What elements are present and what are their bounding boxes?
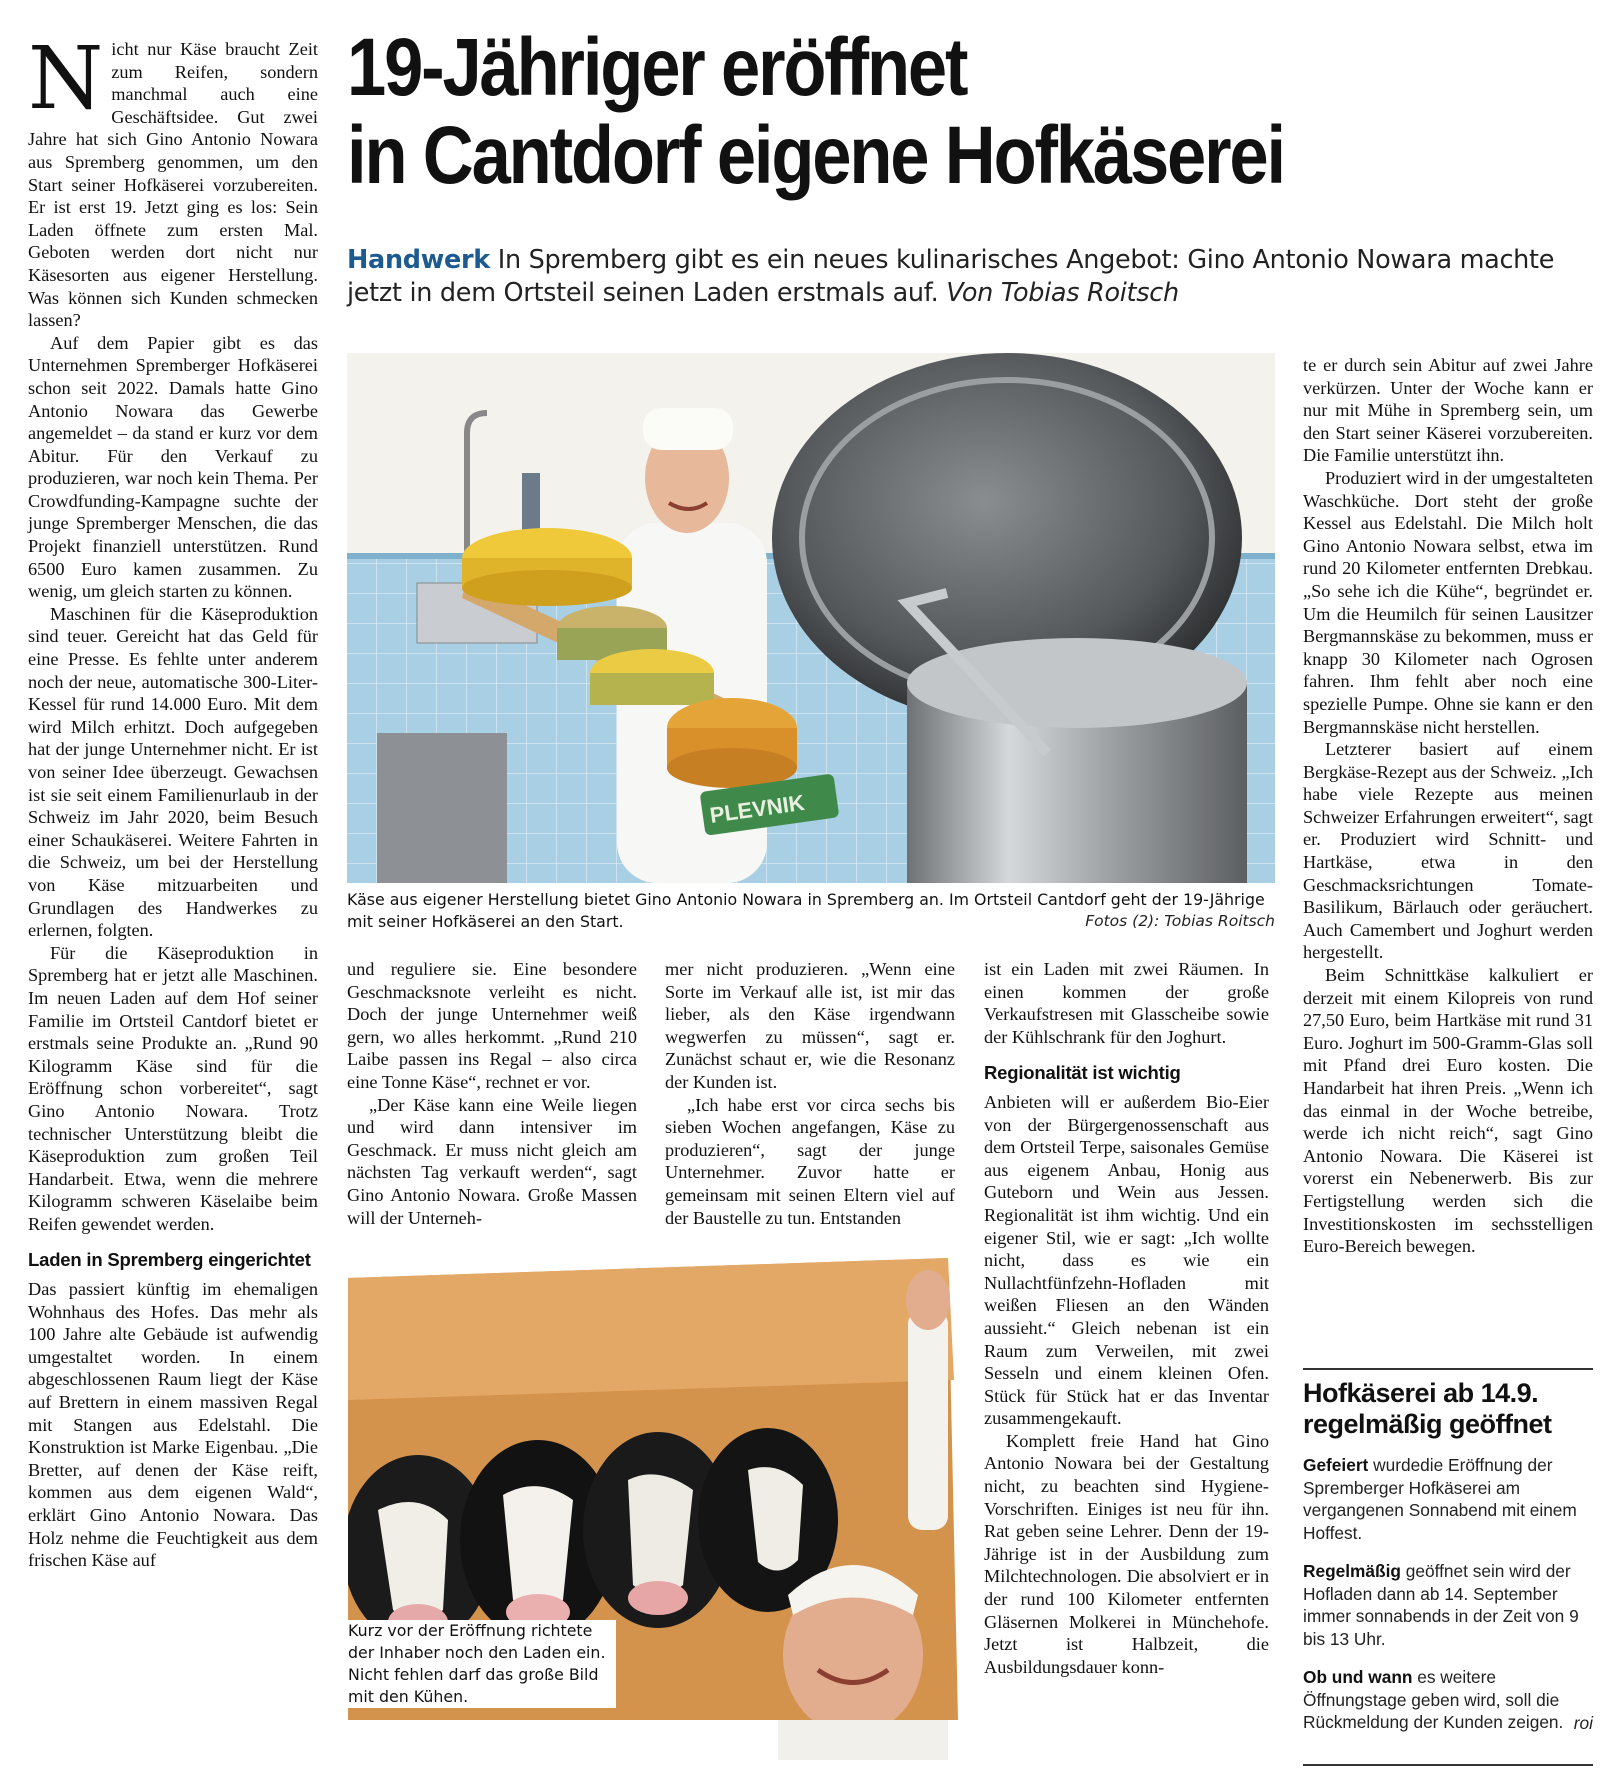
photo2-caption: Kurz vor der Eröffnung richtete der Inhaber noch den Laden ein. Nicht fehlen darf das große Bild mit den Kühen. (348, 1620, 616, 1708)
headline-line-1: 19-Jähriger eröffnet (347, 22, 967, 113)
paragraph: Letzterer basiert auf einem Bergkäse-Rezept aus der Schweiz. „Ich habe viele Rezepte aus meinen Schweizer Erfahrungen erweitert“, sagt er. Produziert wird Schnitt- und Hartkäse, etwa in den Geschmacksrichtungen Tomate-Basilikum, Bärlauch oder geräuchert. Auch Camembert und Joghurt werden hergestellt. (1303, 739, 1593, 963)
infobox-signature: roi (1573, 1712, 1593, 1733)
paragraph: Das passiert künftig im ehemaligen Wohnhaus des Hofes. Das mehr als 100 Jahre alte Gebäude ist aufwendig umgestaltet worden. In einem abgeschlossenen Raum liegt der Käse auf Brettern in einem massiven Regal mit Stangen aus Edelstahl. Die Konstruktion ist Marke Eigenbau. „Die Bretter, auf denen der Käse reift, kommen aus dem eigenen Wald“, erklärt Gino Antonio Nowara. Das Holz nehme die Feuchtigkeit aus dem frischen Käse auf (28, 1279, 318, 1571)
byline: Von Tobias Roitsch (946, 278, 1179, 308)
photo-cheesemaker-image (347, 353, 1275, 883)
paragraph: te er durch sein Abitur auf zwei Jahre verkürzen. Unter der Woche kann er nur mit Mühe in Spremberg sein, um den Start seiner Käserei vorzubereiten. Die Familie unterstützt ihn. (1303, 355, 1593, 466)
paragraph: mer nicht produzieren. „Wenn eine Sorte im Verkauf alle ist, ist mir das lieber, als den Käse irgendwann wegwerfen zu müssen“, sagt er. Zunächst schaut er, wie die Resonanz der Kunden ist. (665, 959, 955, 1092)
kettle-brand: PLEVNIK (708, 789, 807, 828)
photo-cheesemaker (347, 353, 1275, 883)
column-1 (28, 29, 318, 1572)
deck (347, 244, 1597, 310)
infobox-item: Ob und wann es weitere Öffnungstage geben wird, soll die Rückmeldung der Kunden zeigen. (1303, 1667, 1564, 1732)
paragraph: Nicht nur Käse braucht Zeit zum Reifen, sondern manchmal auch eine Geschäftsidee. Gut zwei Jahre hat sich Gino Antonio Nowara aus Spremberg genommen, um den Start seiner Hofkäserei vorzubereiten. Er ist erst 19. Jetzt ging es los: Sein Laden öffnete zum ersten Mal. Geboten werden dort nicht nur Käsesorten aus eigener Herstellung. Was können sich Kunden schmecken lassen? (28, 29, 318, 331)
paragraph: Produziert wird in der umgestalteten Waschküche. Dort steht der große Kessel aus Edelstahl. Die Milch holt Gino Antonio Nowara selbst, etwa im rund 20 Kilometer entfernten Drebkau. „So sehe ich die Kühe“, begründet er. Um die Heumilch für seinen Lausitzer Bergmannskäse zu bekommen, muss er knapp 30 Kilometer nach Ogrosen fahren. Ihm fehlt aber noch eine spezielle Pumpe. Ohne sie kann er den Bergmannskäse nicht herstellen. (1303, 467, 1593, 737)
paragraph: Anbieten will er außerdem Bio-Eier von der Bürgergenossenschaft aus dem Ortsteil Terpe, saisonales Gemüse aus eigenem Anbau, Honig aus Guteborn und Wein aus Jessen. Regionalität ist ihm wichtig. Und ein eigener Stil, wie er sagt: „Ich wollte nicht, dass es wie ein Nullachtfünfzehn-Hofladen mit weißen Fliesen an den Wänden aussieht.“ Gleich nebenan ist ein Raum zum Verweilen, mit zwei Sesseln und einem kleinen Ofen. Stück für Stück hat er das Inventar zusammengekauft. (984, 1091, 1269, 1429)
column-4 (984, 958, 1269, 1678)
column-5 (1303, 354, 1593, 1258)
headline-line-2: in Cantdorf eigene Hofkäserei (347, 110, 1284, 201)
photo1-caption: Käse aus eigener Herstellung bietet Gino Antonio Nowara in Spremberg an. Im Ortsteil Cantdorf geht der 19-Jährige mit seiner Hofkäserei an den Start. (347, 890, 1265, 931)
paragraph: ist ein Laden mit zwei Räumen. In einen kommen der große Verkaufstresen mit Glasscheibe sowie der Kühlschrank für den Joghurt. (984, 959, 1269, 1047)
column-2 (347, 958, 637, 1229)
infobox-item: Gefeiert wurdedie Eröffnung der Spremberger Hofkäserei am vergangenen Sonnabend mit einem Hoffest. (1303, 1455, 1577, 1543)
infobox-top-rule (1303, 1368, 1593, 1370)
paragraph: Maschinen für die Käseproduktion sind teuer. Gereicht hat das Geld für eine Presse. Es fehlte unter anderem noch der neue, automatische 300-Liter-Kessel für rund 14.000 Euro. Mit dem wird Milch erhitzt. Doch aufgegeben hat der junge Unternehmer nicht. Er ist von seiner Idee überzeugt. Gewachsen ist sie seit einem Familienurlaub in der Schweiz im Jahr 2020, beim Besuch einer Schaukäserei. Weitere Fahrten in die Schweiz, um bei der Herstellung von Käse mitzuarbeiten und Grundlagen des Handwerkes zu erlernen, folgten. (28, 603, 318, 941)
infobox-title: Hofkäserei ab 14.9. regelmäßig geöffnet (1303, 1378, 1552, 1439)
paragraph: Auf dem Papier gibt es das Unternehmen Spremberger Hofkäserei schon seit 2022. Damals hatte Gino Antonio Nowara das Gewerbe angemeldet – da stand er kurz vor dem Abitur. Für den Verkauf zu produzieren, war noch kein Thema. Per Crowdfunding-Kampagne suchte der junge Spremberger Menschen, die das Projekt finanziell unterstützen. Rund 6500 Euro kamen zusammen. Zu wenig, um gleich starten zu können. (28, 332, 318, 602)
dropcap: N (28, 29, 104, 129)
paragraph: und reguliere sie. Eine besondere Geschmacksnote verleiht es nicht. Doch der junge Unternehmer weiß gern, wo alles herkommt. „Rund 210 Laibe passen ins Regal – also circa eine Tonne Käse“, rechnet er vor. (347, 959, 637, 1092)
infobox-item: Regelmäßig geöffnet sein wird der Hofladen dann ab 14. September immer sonnabends in der Zeit von 9 bis 13 Uhr. (1303, 1561, 1579, 1649)
deck-text: In Spremberg gibt es ein neues kulinarisches Angebot: Gino Antonio Nowara machte jetzt in dem Ortsteil seinen Laden erstmals auf. (347, 245, 1555, 308)
paragraph: „Der Käse kann eine Weile liegen und wird dann intensiver im Geschmack. Er muss nicht gleich am nächsten Tag verkauft werden“, sagt Gino Antonio Nowara. Große Massen will der Unterneh- (347, 1094, 637, 1228)
paragraph: Komplett freie Hand hat Gino Antonio Nowara bei der Gestaltung nicht, zu beachten sind Hygiene-Vorschriften. Einiges ist neu für ihn. Rat geben seine Lehrer. Denn der 19-Jährige ist in der Ausbildung zum Milchtechnologen. Die absolviert er in der rund 100 Kilometer entfernten Gläsernen Molkerei in Münchehofe. Jetzt ist Halbzeit, die Ausbildungsdauer konn- (984, 1430, 1269, 1677)
column-3 (665, 958, 955, 1229)
photo1-credit: Fotos (2): Tobias Roitsch (1085, 912, 1275, 930)
subhead: Laden in Spremberg eingerichtet (28, 1249, 311, 1271)
infobox (1303, 1378, 1593, 1734)
paragraph: Beim Schnittkäse kalkuliert er derzeit mit einem Kilopreis von rund 27,50 Euro, beim Hartkäse mit rund 31 Euro. Joghurt im 500-Gramm-Glas soll mit Pfand drei Euro kosten. Die Handarbeit hat ihren Preis. „Wenn ich das einmal in der Woche betreibe, werde ich nicht reich“, sagt Gino Antonio Nowara. Die Käserei ist vorerst ein Nebenerwerb. Bis zur Fertigstellung werden sich die Investitionskosten im sechsstelligen Euro-Bereich bewegen. (1303, 965, 1593, 1257)
infobox-bottom-rule (1303, 1764, 1593, 1766)
infobox-text (1303, 1454, 1593, 1734)
paragraph: „Ich habe erst vor circa sechs bis sieben Wochen angefangen, Käse zu produzieren“, sagt der junge Unternehmer. Zuvor hatte er gemeinsam mit seinen Eltern viel auf der Baustelle zu tun. Entstanden (665, 1094, 955, 1228)
kicker: Handwerk (347, 245, 490, 275)
headline (347, 24, 1439, 200)
subhead: Regionalität ist wichtig (984, 1062, 1181, 1084)
paragraph: Für die Käseproduktion in Spremberg hat er jetzt alle Maschinen. Im neuen Laden auf dem Hof seiner Familie im Ortsteil Cantdorf bietet er erstmals seine Produkte an. „Rund 90 Kilogramm Käse sind für die Eröffnung schon vorbereitet“, sagt Gino Antonio Nowara. Trotz technischer Unterstützung bleibt die Käseproduktion zum großen Teil Handarbeit. Etwa, wenn die mehrere Kilogramm schweren Käselaibe beim Reifen gewendet werden. (28, 942, 318, 1234)
